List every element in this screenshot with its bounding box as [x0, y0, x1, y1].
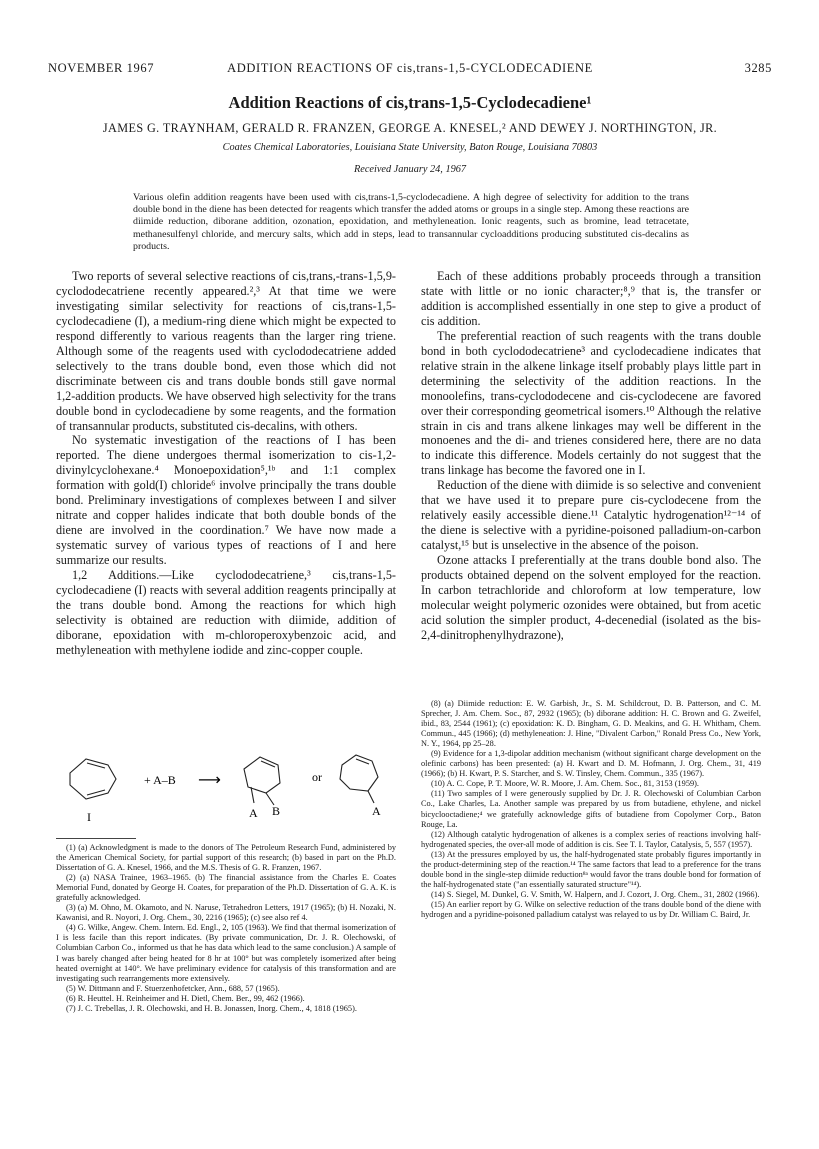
body-column-left: [56, 269, 396, 658]
header-running-title: ADDITION REACTIONS OF cis,trans-1,5-CYCLODECADIENE: [227, 61, 593, 75]
paragraph: Ozone attacks I preferentially at the trans double bond also. The products obtained depend on the solvent employed for the reaction. In carbon tetrachloride and chloroform at low temperature, low molecular weight polymeric ozonides were obtained, but from acetic acid solution the simpler product, 4-decenedial (isolated as the bis-2,4-dinitrophenylhydrazone),: [421, 553, 761, 642]
footnote: (5) W. Dittmann and F. Stuerzenhofetcker, Ann., 688, 57 (1965).: [66, 983, 280, 993]
footnote: (13) At the pressures employed by us, the half-hydrogenated state probably figures importantly in the product-determining step of the reaction.¹⁴ The same factors that lead to a preference for the trans double bond in the single-step diimide reduction⁸ᵃ would favor the trans double bond for formation of the half-hydrogenated state ("an essentially saturated structure"¹⁴).: [421, 849, 761, 889]
reaction-scheme-drawing: [56, 735, 396, 835]
footnote: (8) (a) Diimide reduction: E. W. Garbish, Jr., S. M. Schildcrout, D. B. Patterson, and C. M. Sprecher, J. Am. Chem. Soc., 87, 2932 (1965); (b) diborane addition: H. C. Brown and G. Zweifel, ibid., 83, 2544 (1961); (c) epoxidation: K. D. Bingham, G. D. Meakins, and G. H. Whitham, Chem. Commun., 445 (1966); (d) methyleneation: J. Hine, "Divalent Carbon," Ronald Press Co., New York, N. Y., 1964, pp 25–28.: [421, 699, 761, 749]
authors: JAMES G. TRAYNHAM, GERALD R. FRANZEN, GEORGE A. KNESEL,² AND DEWEY J. NORTHINGTON, JR.: [102, 121, 718, 135]
header-date: NOVEMBER 1967: [48, 61, 155, 75]
page-number: 3285: [744, 61, 772, 75]
or-label: or: [312, 770, 322, 784]
abstract: Various olefin addition reagents have been used with cis,trans-1,5-cyclodecadiene. A high degree of selectivity for addition to the trans double bond in the diene has been detected for reagents which transfer the added atoms or groups in a single step. Among these reactions are diimide reduction, diborane addition, ozonation, epoxidation, and methyleneation. Ionic reagents, such as bromine, lead tetracetate, methanesulfenyl chloride, and mercury salts, which add in steps, lead to transannular cycloadditions producing substituted cis-decalins as products.: [133, 192, 689, 252]
reagent-label: + A–B: [144, 773, 176, 787]
reaction-scheme: [56, 735, 396, 835]
footnote: (2) (a) NASA Trainee, 1963–1965. (b) The financial assistance from the Charles E. Coates Memorial Fund, donated by George H. Coates, for preparation of the Ph.D. Dissertation of G. A. K. is gratefully acknowledged.: [56, 873, 396, 903]
footnote: (6) R. Heuttel. H. Reinheimer and H. Dietl, Chem. Ber., 99, 462 (1966).: [66, 993, 305, 1003]
footnote: (12) Although catalytic hydrogenation of alkenes is a complex series of reactions involving half-hydrogenated species, the over-all mode of addition is cis. See T. I. Taylor, Catalysis, 5, 557 (1957).: [421, 829, 761, 849]
footnote: (10) A. C. Cope, P. T. Moore, W. R. Moore, J. Am. Chem. Soc., 81, 3153 (1959).: [431, 779, 699, 789]
body-column-right: [421, 269, 761, 643]
footnote: (3) (a) M. Ohno, M. Okamoto, and N. Naruse, Tetrahedron Letters, 1917 (1965); (b) H. Nozaki, N. Kawanisi, and R. Noyori, J. Org. Chem., 30, 2216 (1965); (c) see also ref 4.: [56, 903, 396, 923]
footnote: (1) (a) Acknowledgment is made to the donors of The Petroleum Research Fund, administered by the American Chemical Society, for partial support of this research; (b) based in part on the Ph.D. Dissertation of G. A. Knesel, 1966, and the M.S. Thesis of G. R. Franzen, 1967.: [56, 843, 396, 873]
footnote: (9) Evidence for a 1,3-dipolar addition mechanism (without significant charge development on the olefinic carbons) has been presented: (a) H. Kwart and D. M. Hofmann, J. Org. Chem., 31, 419 (1966); (b) H. Kwart, P. S. Starcher, and S. W. Tinsley, Chem. Commun., 335 (1967).: [421, 749, 761, 779]
paragraph: Each of these additions probably proceeds through a transition state with little or no ionic character;⁸,⁹ that is, the transfer or addition is accomplished essentially in one step to give a product of cis addition.: [421, 269, 761, 328]
received-date: Received January 24, 1967: [353, 164, 467, 175]
paragraph: 1,2 Additions.—Like cyclododecatriene,³ cis,trans-1,5-cyclodecadiene (I) reacts with several addition reagents principally at the trans double bond. Among the reactions for which high selectivity is obtained are reduction with diimide, addition of diborane, epoxidation with m-chloroperoxybenzoic acid, and methyleneation with methylene iodide and zinc-copper couple.: [56, 568, 396, 657]
paragraph: No systematic investigation of the reactions of I has been reported. The diene undergoes thermal isomerization to cis-1,2-divinylcyclohexane.⁴ Monoepoxidation⁵,¹ᵇ and 1:1 complex formation with gold(I) chloride⁶ involve principally the trans double bond. Preliminary investigations of complexes between I and silver nitrate and copper halides indicate that both double bonds of the diene are involved in the coordination.⁷ We have now made a systematic survey of various types of reactions of I and here summarize our results.: [56, 433, 396, 568]
footnote-rule: [56, 838, 136, 839]
label-B: B: [272, 804, 281, 818]
paragraph: Reduction of the diene with diimide is so selective and convenient that we have used it to prepare pure cis-cyclodecene from the relatively easily accessible diene.¹¹ Catalytic hydrogenation¹²⁻¹⁴ of the diene is selective with a pyridine-poisoned palladium-on-carbon catalyst,¹⁵ but is unselective in the absence of the poison.: [421, 478, 761, 553]
footnotes-left: [56, 843, 396, 1014]
product-ring-1: [244, 757, 280, 793]
footnote: (7) J. C. Trebellas, J. R. Olechowski, and H. B. Jonassen, Inorg. Chem., 4, 1818 (1965).: [66, 1003, 357, 1013]
label-I: I: [87, 810, 91, 824]
paragraph: Two reports of several selective reactions of cis,trans,-trans-1,5,9-cyclododecatriene recently appeared.²,³ At that time we were investigating similar selectivity for reactions of cis,trans-1,5-cyclodecadiene (I), a medium-ring diene which might be expected to respond differently to various reagents than the larger ring triene. Although some of the reagents used with cyclododecatriene added selectively to the trans double bond, even those which did not discriminate between cis and trans double bonds still gave normal 1,2-addition products. We have observed high selectivity for the trans double bond in cyclodecadiene by some reagents, and the formation of transannular products, substituted cis-decalins, with others.: [56, 269, 396, 433]
article-title: Addition Reactions of cis,trans-1,5-Cyclodecadiene¹: [228, 93, 592, 112]
footnote: (15) An earlier report by G. Wilke on selective reduction of the trans double bond of the diene with hydrogen and a pyridine-poisoned palladium catalyst was relayed to us by Dr. William C. Baird, Jr.: [421, 899, 761, 919]
running-header: [48, 61, 772, 79]
footnote: (11) Two samples of I were generously supplied by Dr. J. R. Olechowski of Columbian Carbon Co., Lake Charles, La. Another sample was prepared by us from butadiene, ethylene, and nickel bicyclooctadiene;⁴ we gratefully acknowledge gifts of butadiene from Copolymer Corp., Baton Rouge, La.: [421, 789, 761, 829]
reaction-arrow: ⟶: [198, 770, 221, 789]
footnote: (4) G. Wilke, Angew. Chem. Intern. Ed. Engl., 2, 105 (1963). We find that thermal isomerization of I is less facile than this report indicates. (By private communication, Dr. J. R. Olechowski, of Columbian Carbon Co., informed us that he has data which lead to the same conclusion.) A sample of I was barely changed after being heated for 8 hr at 100° but was completely isomerized after being heated overnight at 140°. We have preliminary evidence for catalysis of this transformation and are investigating such rearrangements more extensively.: [56, 923, 396, 983]
label-A: A: [372, 804, 381, 818]
paragraph: The preferential reaction of such reagents with the trans double bond in both cyclododecatriene³ and cyclodecadiene indicates that relative strain in the alkene linkage itself probably plays little part in determining the selectivity of the addition reactions. In the monoolefins, trans-cyclododecene and cis-cyclodecene are favored over their corresponding geometrical isomers.¹⁰ Although the relative strain in cis and trans alkene linkages may well be different in the monoenes and the di- and trienes considered here, there are no data to indicate this difference. Models certainly do not suggest that the trans linkage has become the favored one in I.: [421, 328, 761, 478]
affiliation: Coates Chemical Laboratories, Louisiana State University, Baton Rouge, Louisiana 70803: [222, 142, 598, 153]
footnote: (14) S. Siegel, M. Dunkel, G. V. Smith, W. Halpern, and J. Cozort, J. Org. Chem., 31, 2802 (1966).: [431, 889, 760, 899]
footnotes-right: [421, 699, 761, 920]
label-A: A: [249, 806, 258, 820]
